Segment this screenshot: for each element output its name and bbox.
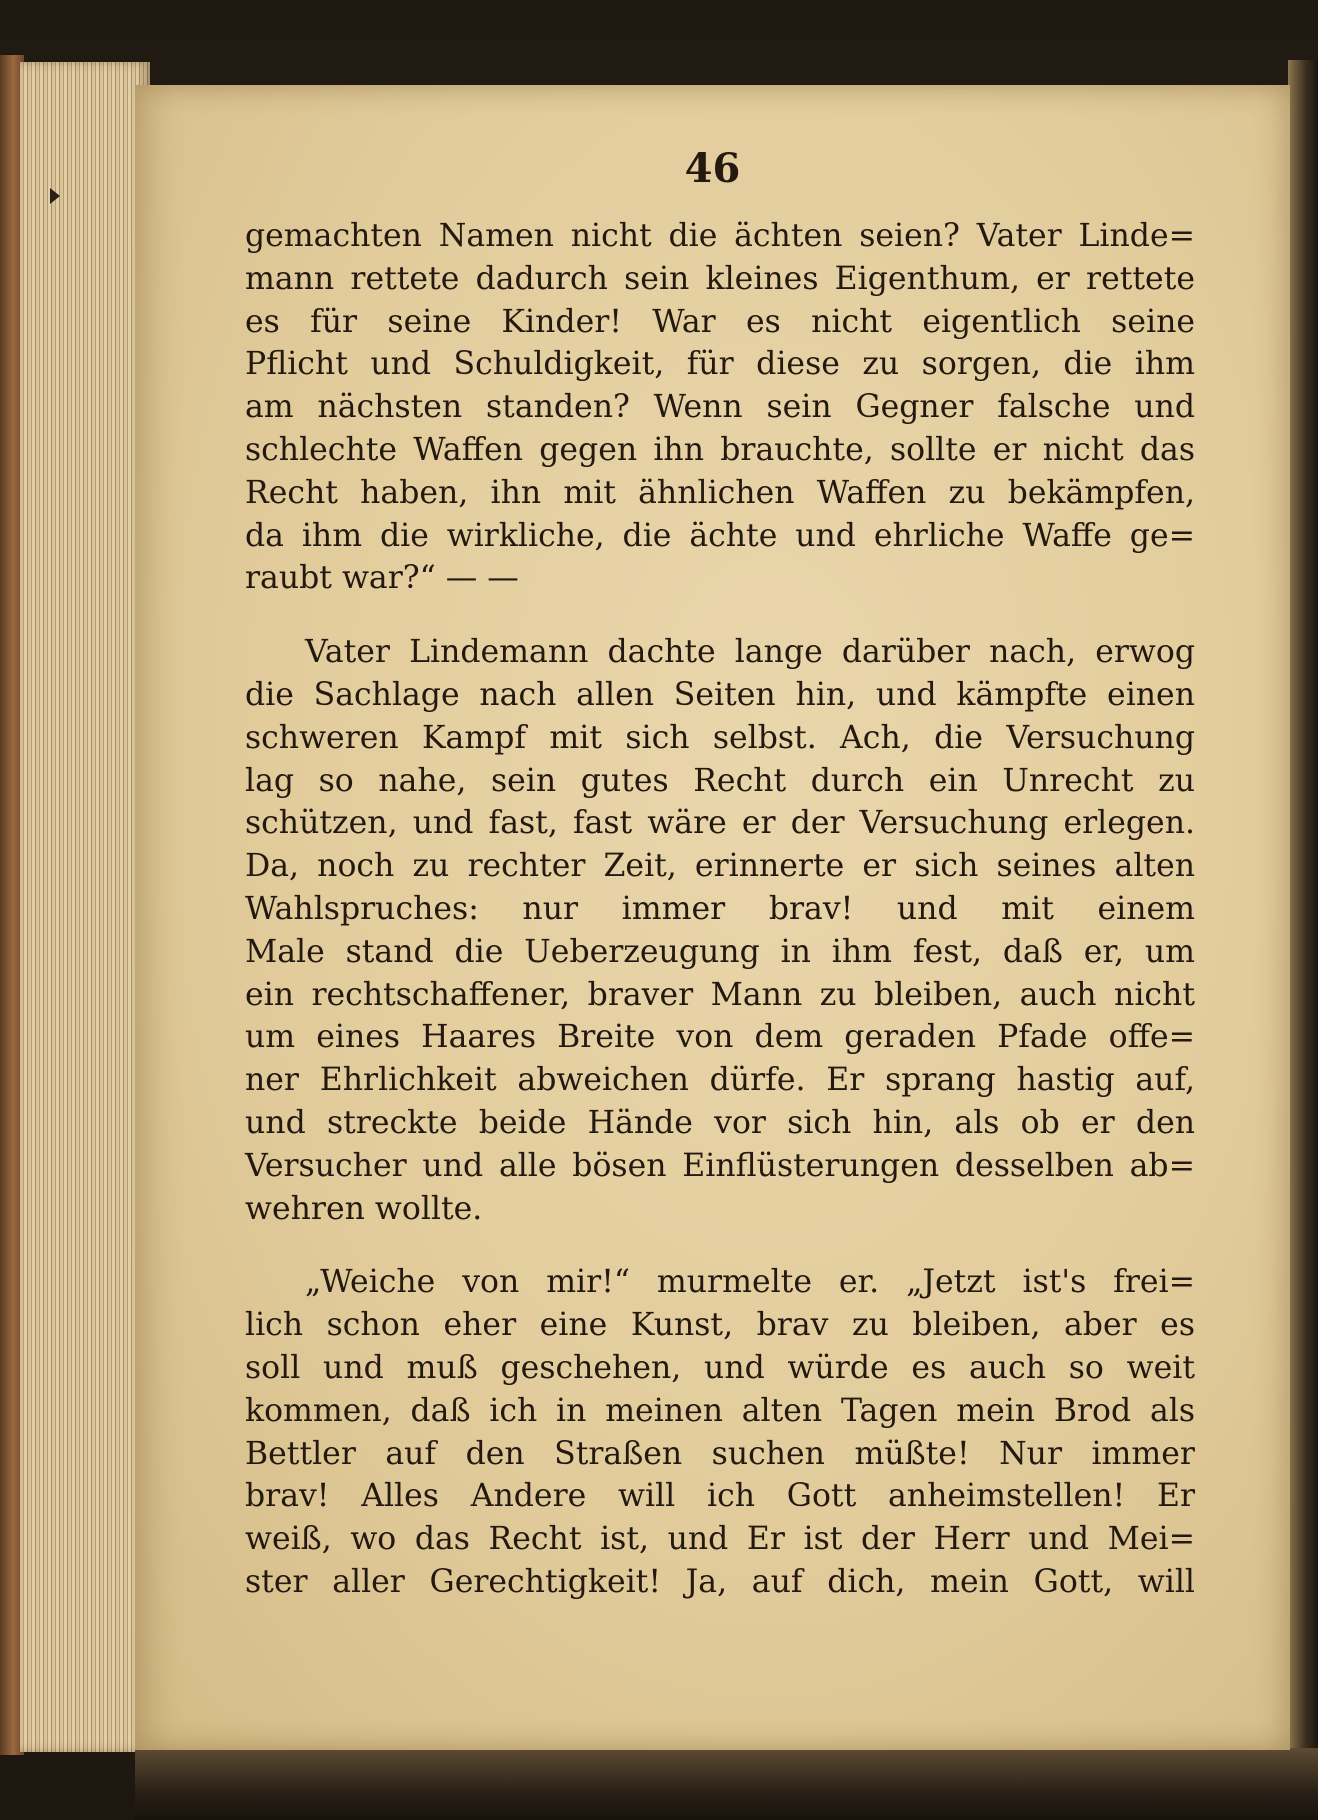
text-line: am nächsten standen? Wenn sein Gegner falsche und [245, 389, 1195, 426]
text-line: schützen, und fast, fast wäre er der Versuchung erlegen. [245, 805, 1195, 842]
book-bottom-edge [135, 1748, 1318, 1820]
page-text [245, 215, 1195, 1635]
text-line: lag so nahe, sein gutes Recht durch ein Unrecht zu [245, 762, 1195, 799]
text-line: da ihm die wirkliche, die ächte und ehrliche Waffe ge= [245, 517, 1195, 554]
page-edges [20, 62, 150, 1752]
text-line: lich schon eher eine Kunst, brav zu bleiben, aber es [245, 1307, 1195, 1344]
text-line: „Weiche von mir!“ murmelte er. „Jetzt ist's frei= [305, 1264, 1195, 1301]
text-line: ein rechtschaffener, braver Mann zu bleiben, auch nicht [245, 976, 1195, 1013]
text-line: die Sachlage nach allen Seiten hin, und kämpfte einen [245, 676, 1195, 713]
page-marker-icon [50, 188, 60, 204]
text-line: Da, noch zu rechter Zeit, erinnerte er sich seines alten [245, 848, 1195, 885]
paragraph-3 [245, 1261, 1195, 1603]
text-line: soll und muß geschehen, und würde es auch so weit [245, 1349, 1195, 1386]
text-line: raubt war?“ — — [245, 560, 519, 597]
text-line: Bettler auf den Straßen suchen müßte! Nur immer [245, 1435, 1195, 1472]
text-line: Vater Lindemann dachte lange darüber nach, erwog [305, 634, 1195, 671]
text-line: ner Ehrlichkeit abweichen dürfe. Er sprang hastig auf, [245, 1062, 1195, 1099]
book-page [135, 85, 1290, 1750]
paragraph-2 [245, 631, 1195, 1230]
book-spine-shadow [1288, 60, 1318, 1760]
page-number: 46 [684, 145, 741, 192]
text-line: Male stand die Ueberzeugung in ihm fest, daß er, um [245, 933, 1195, 970]
text-line: Versucher und alle bösen Einflüsterungen desselben ab= [245, 1147, 1195, 1184]
text-line: schlechte Waffen gegen ihn brauchte, sollte er nicht das [245, 431, 1195, 468]
text-line: weiß, wo das Recht ist, und Er ist der Herr und Mei= [245, 1521, 1195, 1558]
text-line: ster aller Gerechtigkeit! Ja, auf dich, mein Gott, will [245, 1563, 1195, 1600]
text-line: um eines Haares Breite von dem geraden Pfade offe= [245, 1019, 1195, 1056]
text-line: Wahlspruches: nur immer brav! und mit einem [245, 890, 1195, 927]
text-line: und streckte beide Hände vor sich hin, als ob er den [245, 1104, 1195, 1141]
text-line: mann rettete dadurch sein kleines Eigenthum, er rettete [245, 260, 1195, 297]
text-line: kommen, daß ich in meinen alten Tagen mein Brod als [245, 1392, 1195, 1429]
text-line: Recht haben, ihn mit ähnlichen Waffen zu bekämpfen, [245, 474, 1195, 511]
text-line: es für seine Kinder! War es nicht eigentlich seine [245, 303, 1195, 340]
text-line: schweren Kampf mit sich selbst. Ach, die Versuchung [245, 719, 1195, 756]
text-line: gemachten Namen nicht die ächten seien? Vater Linde= [245, 218, 1195, 254]
text-line: brav! Alles Andere will ich Gott anheimstellen! Er [245, 1478, 1195, 1515]
text-line: wehren wollte. [245, 1190, 483, 1227]
paragraph-1 [245, 215, 1195, 600]
text-line: Pflicht und Schuldigkeit, für diese zu sorgen, die ihm [245, 346, 1195, 383]
